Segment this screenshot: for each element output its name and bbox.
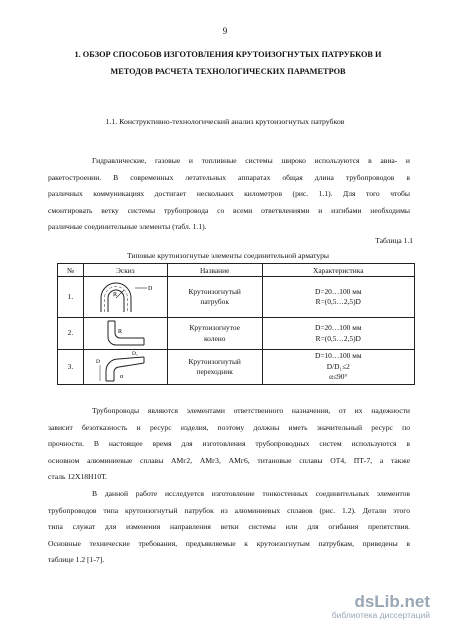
paragraph-line: трубопроводов типа крутоизогнутый патрубок из алюминиевых сплавов (рис. 1.2). Детали этого <box>48 505 410 515</box>
radius-label: R <box>113 292 118 298</box>
elbow-sketch <box>100 319 150 349</box>
characteristic-line: D=10…100 мм <box>314 351 362 361</box>
header-name: Название <box>167 264 262 277</box>
table-number: Таблица 1.1 <box>375 236 413 245</box>
page-number: 9 <box>222 26 228 36</box>
characteristic-line: D=20…100 мм <box>314 323 362 332</box>
table-row <box>58 277 415 318</box>
paragraph-line: прочности. В настоящее время для изготовления трубопроводных систем используются в <box>48 439 410 448</box>
name-line: патрубок <box>200 297 229 306</box>
characteristic-cell <box>262 318 414 350</box>
watermark-subtitle: библиотека диссертаций <box>331 610 430 620</box>
paragraph-line: смонтировать ветку системы трубопровода со всеми ответвлениями и изгибами необходимы <box>48 205 410 215</box>
reducer-sketch <box>96 351 154 383</box>
row-number: 2. <box>58 318 84 350</box>
characteristic-line: D/D₁≤2 <box>326 361 350 371</box>
characteristic-line: α≤90° <box>329 372 348 382</box>
paragraph-line: Гидравлические, газовые и топливные системы широко используются в авиа- и <box>92 156 410 165</box>
characteristic-cell <box>262 350 414 385</box>
characteristic-line: R=(0,5…2,5)D <box>315 297 361 306</box>
sketch-cell <box>83 350 167 385</box>
row-number: 1. <box>58 277 84 318</box>
fittings-table <box>57 263 415 385</box>
paragraph-line: таблице 1.2 [1-7]. <box>48 555 105 564</box>
paragraph-line: основном алюминиевые сплавы АМг2, АМг3, АМг6, титановые сплавы ОТ4, ПТ-7, а также <box>48 455 410 465</box>
paragraph-line: различных коммуникациях достигает нескольких километров (рис. 1.1). Для того чтобы <box>48 189 410 198</box>
diameter-1-label: D₁ <box>132 351 139 357</box>
header-number: № <box>58 264 84 277</box>
paragraph-line: Трубопроводы являются элементами ответственного назначения, от их надежности <box>92 406 410 415</box>
characteristic-line: R=(0,5…2,5)D <box>315 333 361 343</box>
subsection-heading: 1.1. Конструктивно-технологический анализ крутоизогнутых патрубков <box>105 117 345 126</box>
name-line: Крутоизогнутое <box>189 323 240 332</box>
paragraph-1 <box>48 153 410 236</box>
paragraph-line: зависит безотказность и ресурс изделия, поэтому должны иметь значительный ресурс по <box>48 422 410 432</box>
section-heading-line-2: МЕТОДОВ РАСЧЕТА ТЕХНОЛОГИЧЕСКИХ ПАРАМЕТРОВ <box>110 67 346 76</box>
radius-label: R <box>118 328 123 335</box>
watermark <box>332 592 430 620</box>
u-bend-sketch <box>91 278 159 316</box>
characteristic-line: D=20…100 мм <box>314 286 362 296</box>
section-heading-line-1: 1. ОБЗОР СПОСОБОВ ИЗГОТОВЛЕНИЯ КРУТОИЗОГНУТЫХ ПАТРУБКОВ И <box>74 50 382 59</box>
table-row <box>58 350 415 385</box>
diameter-label: D <box>148 286 153 292</box>
name-cell <box>167 350 262 385</box>
name-cell <box>167 277 262 318</box>
paragraph-3 <box>48 486 410 569</box>
paragraph-2 <box>48 403 410 486</box>
paragraph-line: сталь 12Х18Н10Т. <box>48 472 107 481</box>
paragraph-line: типа служат для изменения направления ветки системы или для огибания препятствия. <box>48 522 410 531</box>
sketch-cell <box>83 277 167 318</box>
row-number: 3. <box>58 350 84 385</box>
name-line: колено <box>203 333 226 343</box>
diameter-label: D <box>96 359 101 365</box>
name-cell <box>167 318 262 350</box>
table-caption: Типовые крутоизогнутые элементы соединительной арматуры <box>126 251 330 260</box>
paragraph-line: различные соединительные элементы (табл. 1.1). <box>48 222 207 231</box>
paragraph-line: В данной работе исследуется изготовление тонкостенных соединительных элементов <box>92 489 410 498</box>
paragraph-line: Основные технические требования, предъявляемые к крутоизогнутым патрубкам, приведены в <box>48 538 410 548</box>
table-row <box>58 318 415 350</box>
sketch-cell <box>83 318 167 350</box>
header-sketch: Эскиз <box>83 264 167 277</box>
angle-label: α <box>120 374 124 380</box>
name-line: Крутоизогнутый <box>188 356 241 366</box>
table-header-row <box>58 264 415 277</box>
name-line: Крутоизогнутый <box>188 286 241 296</box>
watermark-logo: dsLib.net <box>354 592 430 611</box>
paragraph-line: ракетостроении. В современных летательных аппаратах общая длина трубопроводов в <box>48 172 410 182</box>
name-line: переходник <box>196 367 233 376</box>
characteristic-cell <box>262 277 414 318</box>
header-characteristic: Характеристика <box>262 264 414 277</box>
